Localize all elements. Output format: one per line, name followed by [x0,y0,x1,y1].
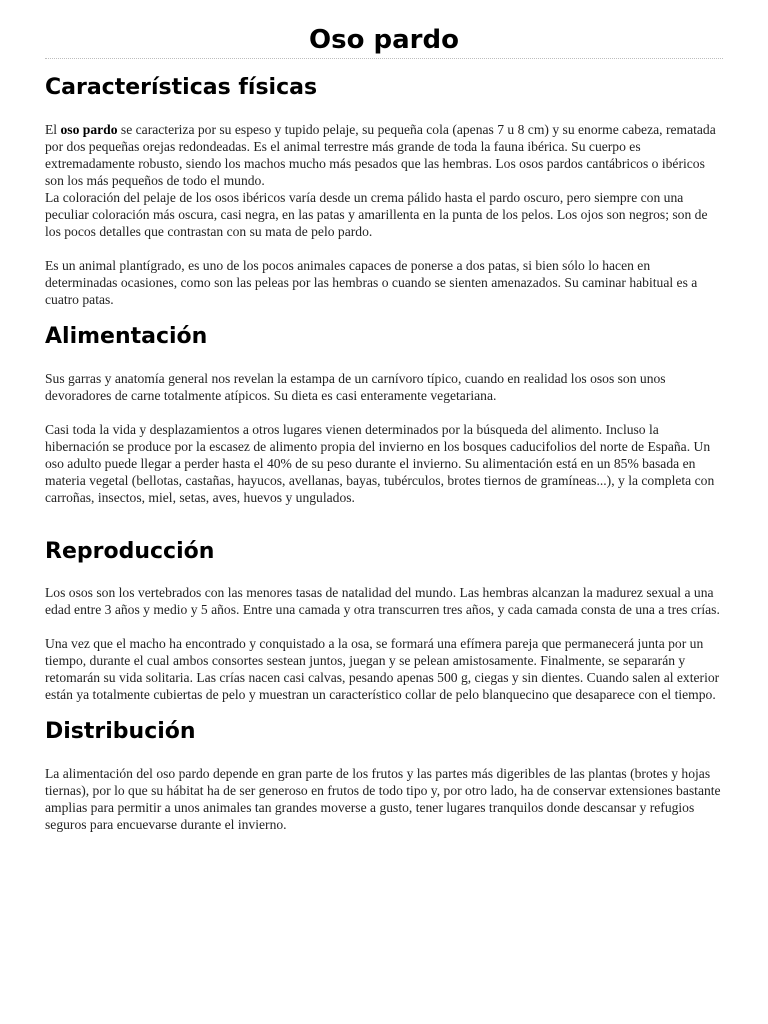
paragraph-distribucion-1: La alimentación del oso pardo depende en gran parte de los frutos y las partes más digeribles de las plantas (brotes y hojas tiernas), por lo que su hábitat ha de ser generoso en frutos de todo tipo y, por otro lado, ha de conservar extensiones bastante amplias para permitir a unos animales tan grandes moverse a gusto, tener lugares tranquilos donde descansar y refugios seguros para encuevarse durante el invierno. [45,766,721,832]
page-title: Oso pardo [45,0,723,59]
section-heading-caracteristicas: Características físicas [45,75,318,100]
section-alimentacion [45,322,723,506]
paragraph-reproduccion-2: Una vez que el macho ha encontrado y conquistado a la osa, se formará una efímera pareja que permanecerá junta por un tiempo, durante el cual ambos consortes sestean juntos, juegan y se pelean amistosamente. Finalmente, se separarán y retomarán su vida solitaria. Las crías nacen casi calvas, pesando apenas 500 g, ciegas y sin dientes. Cuando salen al exterior están ya totalmente cubiertas de pelo y muestran un característico collar de pelo blanquecino que desaparece con el tiempo. [45,636,720,702]
paragraph-caracteristicas-3: Es un animal plantígrado, es uno de los pocos animales capaces de ponerse a dos patas, si bien sólo lo hacen en determinadas ocasiones, como son las peleas por las hembras o cuando se sienten amenazados. Su caminar habitual es a cuatro patas. [45,258,698,307]
section-heading-distribucion: Distribución [45,719,196,744]
section-caracteristicas [45,73,723,308]
paragraph-caracteristicas-1 [45,121,723,189]
paragraph-caracteristicas-2: La coloración del pelaje de los osos ibéricos varía desde un crema pálido hasta el pardo oscuro, pero siempre con una peculiar coloración más oscura, casi negra, en las patas y amarillenta en la punta de los pelos. Los ojos son negros; son de los pocos detalles que contrastan con su mata de pelo pardo. [45,190,708,239]
section-heading-reproduccion: Reproducción [45,539,215,564]
paragraph-alimentacion-1: Sus garras y anatomía general nos revelan la estampa de un carnívoro típico, cuando en realidad los osos son unos devoradores de carne totalmente atípicos. Su dieta es casi enteramente vegetariana. [45,371,666,403]
paragraph-rest-text: se caracteriza por su espeso y tupido pelaje, su pequeña cola (apenas 7 u 8 cm) y su enorme cabeza, rematada por dos pequeñas orejas redondeadas. Es el animal terrestre más grande de toda la fauna ibérica. Su cuerpo es extremadamente robusto, siendo los machos mucho más pesados que las hembras. Los osos pardos cantábricos o ibéricos son los más pequeños de todo el mundo. [45,122,716,188]
bold-term-oso-pardo: oso pardo [60,122,118,137]
paragraph-intro-text: El [45,122,61,137]
section-reproduccion [45,537,723,703]
paragraph-alimentacion-2: Casi toda la vida y desplazamientos a otros lugares vienen determinados por la búsqueda del alimento. Incluso la hibernación se produce por la escasez de alimento propia del invierno en los bosques caducifolios del norte de España. Un oso adulto puede llegar a perder hasta el 40% de su peso durante el invierno. Su alimentación está en un 85% basada en materia vegetal (bellotas, castañas, hayucos, avellanas, bayas, tubérculos, brotes tiernos de gramíneas...), y la completa con carroñas, insectos, miel, setas, aves, huevos y ungulados. [45,422,715,505]
paragraph-reproduccion-1: Los osos son los vertebrados con las menores tasas de natalidad del mundo. Las hembras alcanzan la madurez sexual a una edad entre 3 años y medio y 5 años. Entre una camada y otra transcurren tres años, y cada camada consta de una a tres crías. [45,585,720,617]
section-distribucion [45,717,723,833]
document-page [45,0,723,833]
section-heading-alimentacion: Alimentación [45,324,208,349]
